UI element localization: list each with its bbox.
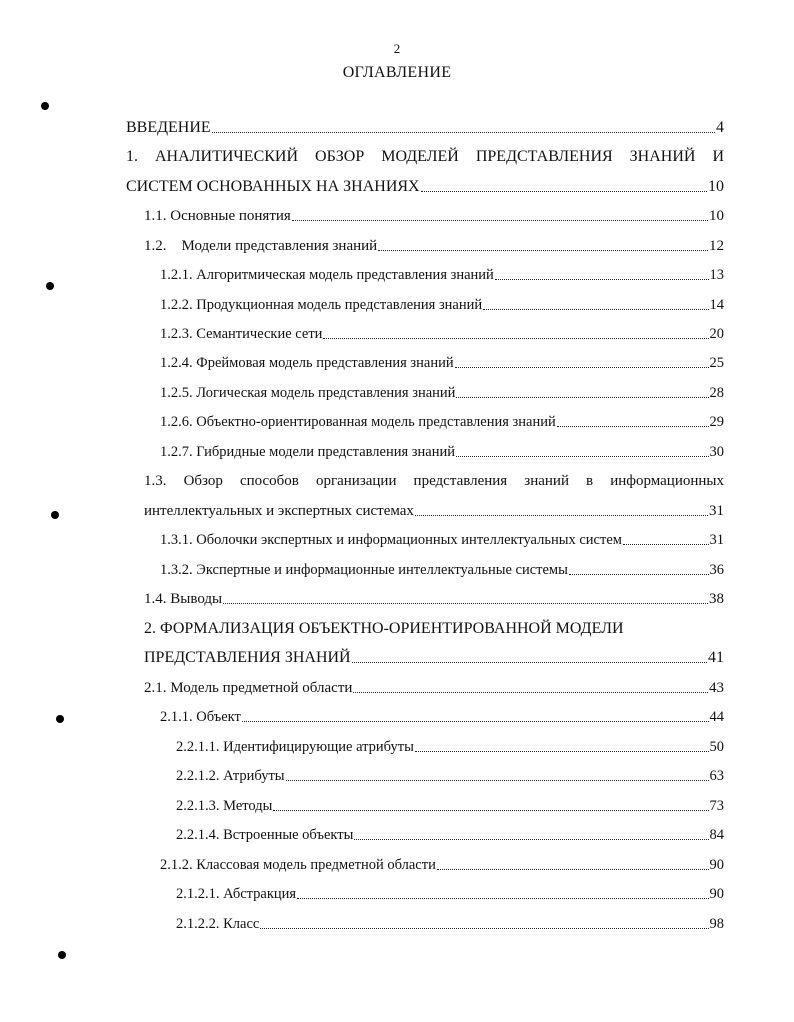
binding-hole-mark xyxy=(41,102,49,110)
toc-entry-text: 1.3.1. Оболочки экспертных и информационных интеллектуальных систем xyxy=(160,532,622,548)
toc-entry-1-2-2 xyxy=(160,290,724,314)
toc-page-number: 73 xyxy=(709,798,724,814)
toc-entry-2-1-2 xyxy=(160,850,724,874)
toc-leader-dots xyxy=(557,426,709,427)
toc-entry-text: 2.1. Модель предметной области xyxy=(144,680,353,696)
toc-entry-text: 1.3. Обзор способов организации представления знаний в информационных xyxy=(144,473,724,489)
toc-page-number: 36 xyxy=(709,562,724,578)
toc-page-number: 10 xyxy=(708,178,724,195)
toc-entry-2-2-1-3 xyxy=(176,791,724,815)
toc-page-number: 29 xyxy=(709,414,724,430)
toc-entry-text: 2.1.2. Классовая модель предметной области xyxy=(160,857,436,873)
toc-entry-text: 1.2.2. Продукционная модель представления знаний xyxy=(160,297,483,313)
toc-entry-text: 1.2.4. Фреймовая модель представления знаний xyxy=(160,355,454,371)
page-number: 2 xyxy=(393,41,401,56)
binding-hole-mark xyxy=(51,511,59,519)
toc-entry-2-1 xyxy=(144,673,724,697)
toc-leader-dots xyxy=(353,692,708,693)
toc-entry-1-3-1 xyxy=(160,525,724,549)
toc-leader-dots xyxy=(569,574,709,575)
toc-leader-dots xyxy=(260,928,708,929)
toc-leader-dots xyxy=(455,367,709,368)
toc-page-number: 50 xyxy=(709,739,724,755)
toc-leader-dots xyxy=(421,191,707,192)
toc-page-number: 12 xyxy=(709,238,724,254)
toc-entry-1-3-line-2 xyxy=(144,496,724,520)
toc-entry-1-3-line-1 xyxy=(144,466,724,490)
toc-leader-dots xyxy=(415,515,708,516)
toc-leader-dots xyxy=(437,869,709,870)
toc-entry-text: ПРЕДСТАВЛЕНИЯ ЗНАНИЙ xyxy=(144,649,351,666)
toc-entry-text: 1.2.3. Семантические сети xyxy=(160,326,323,342)
toc-page-number: 38 xyxy=(709,591,724,607)
toc-leader-dots xyxy=(292,220,708,221)
toc-entry-2-2-1-4 xyxy=(176,820,724,844)
toc-entry-text: 1.2. Модели представления знаний xyxy=(144,238,378,254)
toc-entry-text: 2. ФОРМАЛИЗАЦИЯ ОБЪЕКТНО-ОРИЕНТИРОВАННОЙ МОДЕЛИ xyxy=(144,620,624,637)
toc-page-number: 90 xyxy=(709,886,724,902)
toc-leader-dots xyxy=(623,544,709,545)
toc-page-number: 98 xyxy=(709,916,724,932)
toc-page-number: 41 xyxy=(708,649,724,666)
toc-page-number: 84 xyxy=(709,827,724,843)
toc-page-number: 44 xyxy=(709,709,724,725)
binding-hole-mark xyxy=(46,282,54,290)
toc-entry-2-2-1-1 xyxy=(176,732,724,756)
toc-entry-text: 1. АНАЛИТИЧЕСКИЙ ОБЗОР МОДЕЛЕЙ ПРЕДСТАВЛЕНИЯ ЗНАНИЙ И xyxy=(126,148,724,165)
toc-leader-dots xyxy=(323,338,708,339)
binding-hole-mark xyxy=(56,715,64,723)
toc-entry-2-2-1-2 xyxy=(176,761,724,785)
toc-page-number: 13 xyxy=(709,267,724,283)
toc-entry-1-1 xyxy=(144,201,724,225)
document-title: ОГЛАВЛЕНИЕ xyxy=(342,64,452,81)
toc-leader-dots xyxy=(273,810,708,811)
toc-leader-dots xyxy=(495,279,709,280)
toc-leader-dots xyxy=(378,250,708,251)
toc-entry-2-1-2-2 xyxy=(176,909,724,933)
toc-entry-text: 2.2.1.1. Идентифицирующие атрибуты xyxy=(176,739,414,755)
toc-entry-chapter-2-line-2 xyxy=(144,643,724,667)
toc-page-number: 14 xyxy=(709,297,724,313)
toc-entry-text: 1.2.1. Алгоритмическая модель представления знаний xyxy=(160,267,494,283)
toc-entry-1-3-2 xyxy=(160,555,724,579)
toc-entry-1-2-1 xyxy=(160,260,724,284)
toc-leader-dots xyxy=(456,397,708,398)
toc-leader-dots xyxy=(415,751,709,752)
binding-hole-mark xyxy=(58,951,66,959)
toc-entry-text: 2.1.2.1. Абстракция xyxy=(176,886,297,902)
toc-page-number: 90 xyxy=(709,857,724,873)
toc-entry-1-2-6 xyxy=(160,407,724,431)
toc-entry-text: 1.3.2. Экспертные и информационные интеллектуальные системы xyxy=(160,562,568,578)
toc-entry-1-2-5 xyxy=(160,378,724,402)
toc-page-number: 30 xyxy=(709,444,724,460)
toc-entry-text: СИСТЕМ ОСНОВАННЫХ НА ЗНАНИЯХ xyxy=(126,178,420,195)
toc-entry-text: 1.4. Выводы xyxy=(144,591,223,607)
toc-entry-text: 2.1.1. Объект xyxy=(160,709,241,725)
toc-leader-dots xyxy=(242,721,709,722)
toc-entry-text: 1.2.7. Гибридные модели представления знаний xyxy=(160,444,455,460)
toc-entry-text: 2.1.2.2. Класс xyxy=(176,916,260,932)
toc-page-number: 28 xyxy=(709,385,724,401)
toc-entry-text: 2.2.1.2. Атрибуты xyxy=(176,768,285,784)
toc-entry-1-2 xyxy=(144,231,724,255)
toc-entry-text: 2.2.1.3. Методы xyxy=(176,798,273,814)
toc-leader-dots xyxy=(354,839,708,840)
toc-entry-chapter-1-line-1 xyxy=(126,142,724,166)
toc-entry-chapter-2-line-1 xyxy=(144,614,666,638)
toc-entry-1-2-4 xyxy=(160,348,724,372)
toc-page-number: 43 xyxy=(709,680,724,696)
toc-page-number: 31 xyxy=(709,532,724,548)
toc-entry-1-2-3 xyxy=(160,319,724,343)
toc-entry-2-1-1 xyxy=(160,702,724,726)
toc-entry-1-4 xyxy=(144,584,724,608)
toc-leader-dots xyxy=(286,780,709,781)
toc-page-number: 31 xyxy=(709,503,724,519)
toc-leader-dots xyxy=(223,603,708,604)
toc-page-number: 63 xyxy=(709,768,724,784)
toc-entry-introduction xyxy=(126,113,724,137)
toc-entry-text: 1.2.6. Объектно-ориентированная модель представления знаний xyxy=(160,414,556,430)
toc-leader-dots xyxy=(483,309,708,310)
toc-page-number: 20 xyxy=(709,326,724,342)
toc-entry-2-1-2-1 xyxy=(176,879,724,903)
toc-leader-dots xyxy=(456,456,709,457)
toc-page-number: 4 xyxy=(716,119,724,136)
toc-leader-dots xyxy=(297,898,708,899)
toc-leader-dots xyxy=(212,132,715,133)
toc-entry-text: 1.1. Основные понятия xyxy=(144,208,291,224)
toc-entry-text: интеллектуальных и экспертных системах xyxy=(144,503,414,519)
toc-entry-text: ВВЕДЕНИЕ xyxy=(126,119,211,136)
toc-entry-text: 1.2.5. Логическая модель представления знаний xyxy=(160,385,456,401)
toc-leader-dots xyxy=(352,662,707,663)
toc-page-number: 25 xyxy=(709,355,724,371)
toc-entry-text: 2.2.1.4. Встроенные объекты xyxy=(176,827,354,843)
toc-entry-chapter-1-line-2 xyxy=(126,172,724,196)
toc-entry-1-2-7 xyxy=(160,437,724,461)
toc-page-number: 10 xyxy=(709,208,724,224)
